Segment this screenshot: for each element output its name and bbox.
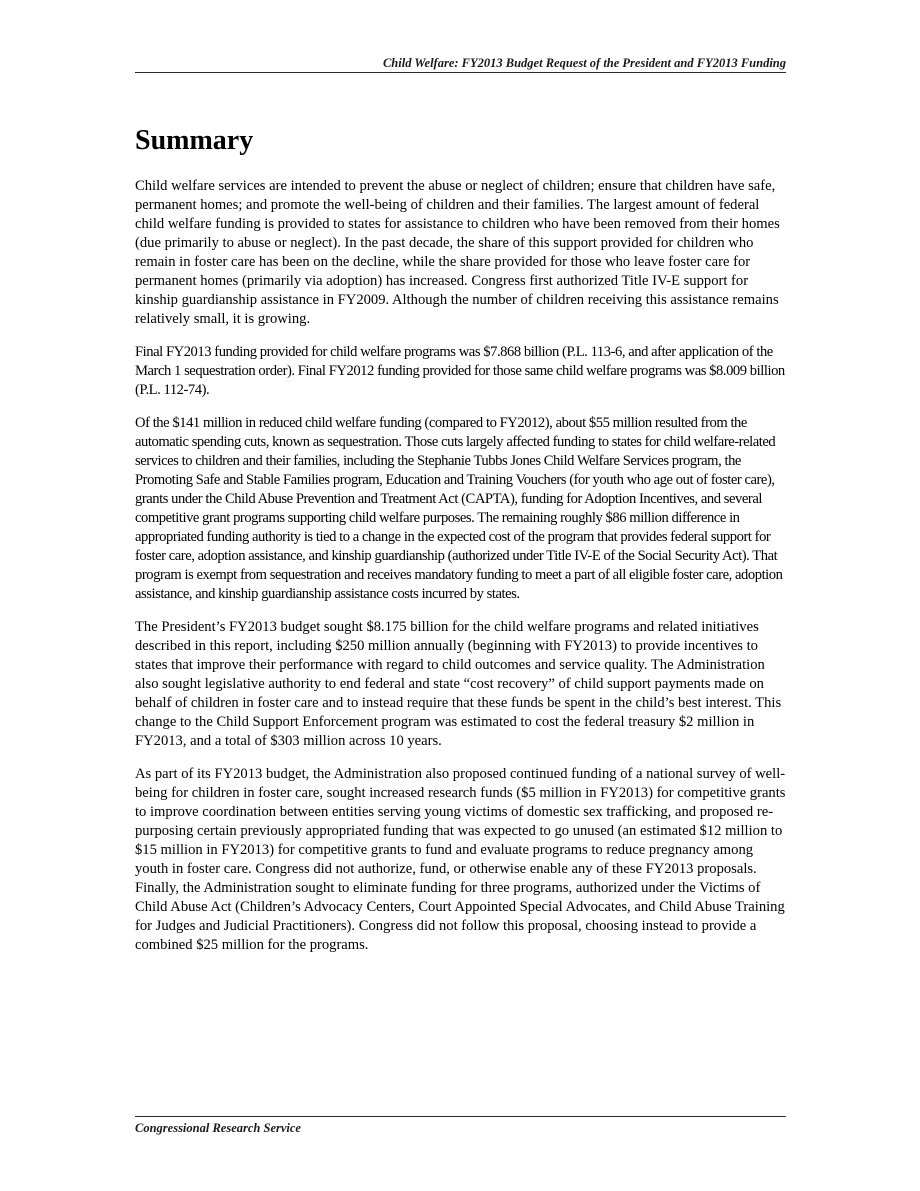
paragraph-5: As part of its FY2013 budget, the Administration also proposed continued funding of a national survey of well-being for children in foster care, sought increased research funds ($5 million in FY2013) for competitive grants to improve coordination between entities serving young victims of domestic sex trafficking, and proposed re-purposing certain previously appropriated funding that was expected to go unused (an estimated $12 million to $15 million in FY2013) for competitive grants to fund and evaluate programs to reduce pregnancy among youth in foster care. Congress did not authorize, fund, or otherwise enable any of these FY2013 proposals. Finally, the Administration sought to eliminate funding for three programs, authorized under the Victims of Child Abuse Act (Children’s Advocacy Centers, Court Appointed Special Advocates, and Child Abuse Training for Judges and Judicial Practitioners). Congress did not follow this proposal, choosing instead to provide a combined $25 million for the programs. [135,766,786,953]
section-title: Summary [135,125,254,156]
paragraph-3: Of the $141 million in reduced child welfare funding (compared to FY2012), about $55 million resulted from the automatic spending cuts, known as sequestration. Those cuts largely affected funding to states for child welfare-related services to children and their families, including the Stephanie Tubbs Jones Child Welfare Services program, the Promoting Safe and Stable Families program, Education and Training Vouchers (for youth who age out of foster care), grants under the Child Abuse Prevention and Treatment Act (CAPTA), funding for Adoption Incentives, and several competitive grant programs supporting child welfare purposes. The remaining roughly $86 million difference in appropriated funding authority is tied to a change in the expected cost of the program that provides federal support for foster care, adoption assistance, and kinship guardianship (authorized under Title IV-E of the Social Security Act). That program is exempt from sequestration and receives mandatory funding to meet a part of all eligible foster care, adoption assistance, and kinship guardianship assistance costs incurred by states. [135,415,783,602]
paragraph-1: Child welfare services are intended to prevent the abuse or neglect of children; ensure that children have safe, permanent homes; and promote the well-being of children and their families. The largest amount of federal child welfare funding is provided to states for assistance to children who have been removed from their homes (due primarily to abuse or neglect). In the past decade, the share of this support provided for children who remain in foster care has been on the decline, while the share provided for those who leave foster care for permanent homes (primarily via adoption) has increased. Congress first authorized Title IV-E support for kinship guardianship assistance in FY2009. Although the number of children receiving this assistance remains relatively small, it is growing. [135,178,780,327]
running-header: Child Welfare: FY2013 Budget Request of the President and FY2013 Funding [382,56,786,70]
paragraph-2: Final FY2013 funding provided for child welfare programs was $7.868 billion (P.L. 113-6, and after application of the March 1 sequestration order). Final FY2012 funding provided for those same child welfare programs was $8.009 billion (P.L. 112-74). [135,344,785,398]
summary-body [135,177,786,969]
footer-publisher: Congressional Research Service [135,1121,301,1135]
paragraph-4: The President’s FY2013 budget sought $8.175 billion for the child welfare programs and related initiatives described in this report, including $250 million annually (beginning with FY2013) to provide incentives to states that improve their performance with regard to child outcomes and service quality. The Administration also sought legislative authority to end federal and state “cost recovery” of child support payments made on behalf of children in foster care and to instead require that these funds be spent in the child’s best interest. This change to the Child Support Enforcement program was estimated to cost the federal treasury $2 million in FY2013, and a total of $303 million across 10 years. [135,619,782,749]
footer-rule [135,1116,786,1117]
header-rule [135,72,786,73]
